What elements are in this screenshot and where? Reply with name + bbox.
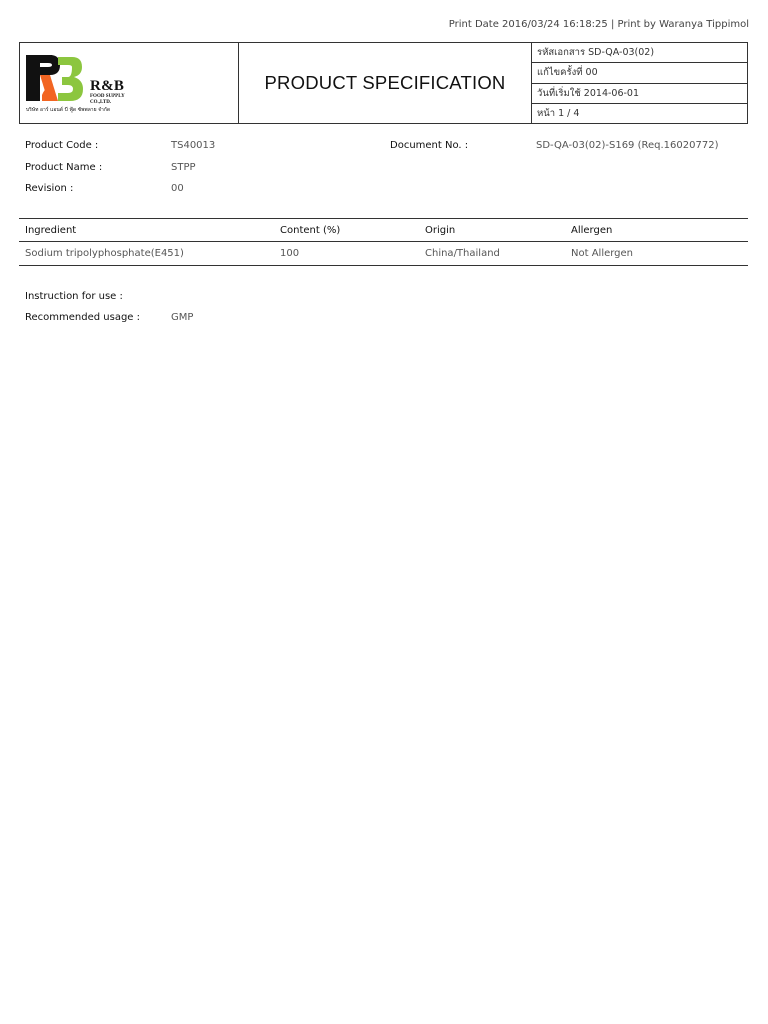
cell-allergen: Not Allergen xyxy=(571,248,634,259)
brand-subtitle-line1: FOOD SUPPLY xyxy=(90,94,125,99)
ingredient-table-header xyxy=(19,218,748,242)
header-allergen: Allergen xyxy=(571,224,613,236)
product-code-label: Product Code : xyxy=(25,140,99,151)
header-ingredient: Ingredient xyxy=(25,224,77,236)
product-code-value: TS40013 xyxy=(171,140,216,151)
revision-value: 00 xyxy=(171,183,184,194)
company-logo xyxy=(20,43,239,123)
revision-label: Revision : xyxy=(25,183,74,194)
document-title: PRODUCT SPECIFICATION xyxy=(264,72,506,93)
product-name-value: STPP xyxy=(171,162,196,173)
document-meta xyxy=(532,43,747,123)
brand-name: R&B xyxy=(90,78,125,94)
doc-revision: แก้ไขครั้งที่ 00 xyxy=(532,63,747,83)
company-thai-name: บริษัท อาร์ แอนด์ บี ฟู้ด ซัพพลาย จำกัด xyxy=(26,107,111,113)
document-header xyxy=(19,42,748,124)
title-cell xyxy=(239,43,532,123)
brand-subtitle xyxy=(90,94,125,105)
document-no-label: Document No. : xyxy=(390,140,469,151)
cell-origin: China/Thailand xyxy=(425,248,500,259)
header-content: Content (%) xyxy=(280,224,341,236)
table-row xyxy=(19,242,748,266)
product-name-label: Product Name : xyxy=(25,162,103,173)
recommended-usage-label: Recommended usage : xyxy=(25,312,140,323)
cell-content: 100 xyxy=(280,248,300,259)
print-info: Print Date 2016/03/24 16:18:25 | Print by Waranya Tippimol xyxy=(448,19,749,30)
doc-effective-date: วันที่เริ่มใช้ 2014-06-01 xyxy=(532,84,747,104)
recommended-usage-value: GMP xyxy=(171,312,194,323)
doc-page: หน้า 1 / 4 xyxy=(537,107,580,119)
document-no-value: SD-QA-03(02)-S169 (Req.16020772) xyxy=(536,140,719,151)
doc-code: รหัสเอกสาร SD-QA-03(02) xyxy=(532,43,747,63)
header-origin: Origin xyxy=(425,224,456,236)
cell-ingredient: Sodium tripolyphosphate(E451) xyxy=(25,248,184,259)
rb-logo-icon xyxy=(26,55,84,101)
ingredient-table xyxy=(19,218,748,266)
instruction-label: Instruction for use : xyxy=(25,291,123,302)
brand-subtitle-line2: CO.,LTD. xyxy=(90,99,112,105)
